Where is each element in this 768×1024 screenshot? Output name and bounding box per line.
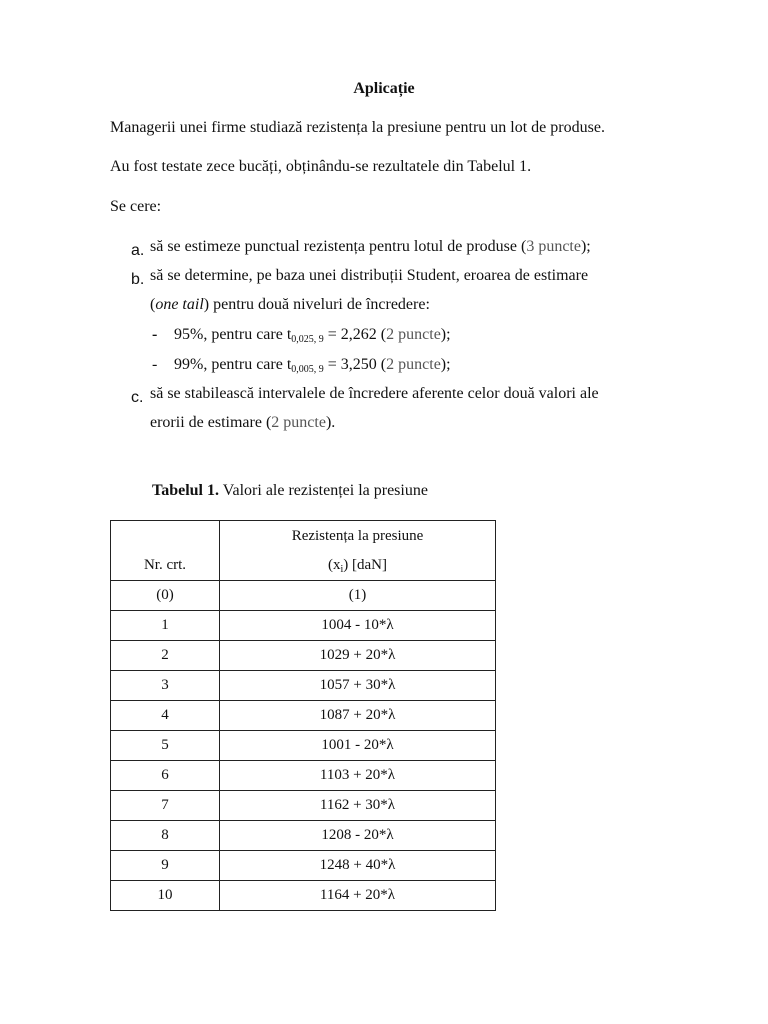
table-row xyxy=(111,851,496,881)
bullet-99-pre: 99%, pentru care t xyxy=(174,356,292,373)
table-row xyxy=(111,731,496,761)
item-b-open: ( xyxy=(150,296,156,313)
bullet-99-line xyxy=(174,356,451,374)
table-row xyxy=(111,641,496,671)
table-caption xyxy=(152,482,428,500)
intro-paragraph-2: Au fost testate zece bucăți, obținându-se rezultatele din Tabelul 1. xyxy=(110,158,532,175)
table-caption-text: Valori ale rezistenței la presiune xyxy=(219,482,428,499)
bullet-95-eq: = 2,262 ( xyxy=(323,326,387,343)
item-c-line-1: să se stabilească intervalele de încredere aferente celor două valori ale xyxy=(150,385,599,402)
bullet-99-subscript: 0,005, 9 xyxy=(291,364,324,375)
column-index-1: (1) xyxy=(220,581,496,611)
resistance-value-cell: 1004 - 10*λ xyxy=(220,611,496,641)
bullet-95-pre: 95%, pentru care t xyxy=(174,326,292,343)
requirements-heading: Se cere: xyxy=(110,198,162,215)
header-index-label: Nr. crt. xyxy=(143,556,187,573)
table-row xyxy=(111,791,496,821)
table-row xyxy=(111,821,496,851)
item-b-line-1: să se determine, pe baza unei distribuții Student, eroarea de estimare xyxy=(150,267,589,284)
item-c-line-2 xyxy=(150,414,335,432)
bullet-99-end: ); xyxy=(440,356,451,373)
bullet-dash-2: - xyxy=(152,356,158,373)
bullet-95-points: 2 puncte xyxy=(386,326,441,343)
header-unit-post: ) [daN] xyxy=(343,556,387,573)
resistance-value-cell: 1103 + 20*λ xyxy=(220,761,496,791)
resistance-value-cell: 1001 - 20*λ xyxy=(220,731,496,761)
header-unit-sub: i xyxy=(340,563,344,575)
row-number-cell: 3 xyxy=(111,671,220,701)
item-c-end: ). xyxy=(325,414,336,431)
item-a-text xyxy=(150,238,591,256)
table-header-row xyxy=(111,521,496,581)
header-value-label: Rezistența la presiune xyxy=(291,527,424,544)
table-row xyxy=(111,671,496,701)
column-index-0: (0) xyxy=(111,581,220,611)
row-number-cell: 1 xyxy=(111,611,220,641)
intro-paragraph-1: Managerii unei firme studiază rezistența la presiune pentru un lot de produse. xyxy=(110,119,605,136)
item-b-rest: ) pentru două niveluri de încredere: xyxy=(203,296,430,313)
row-number-cell: 10 xyxy=(111,881,220,911)
resistance-value-cell: 1029 + 20*λ xyxy=(220,641,496,671)
row-number-cell: 2 xyxy=(111,641,220,671)
row-number-cell: 4 xyxy=(111,701,220,731)
header-unit-pre: (x xyxy=(327,556,341,573)
row-number-cell: 7 xyxy=(111,791,220,821)
row-number-cell: 9 xyxy=(111,851,220,881)
item-a-points: 3 puncte xyxy=(526,238,581,255)
row-number-cell: 5 xyxy=(111,731,220,761)
table-row xyxy=(111,611,496,641)
header-value-unit xyxy=(220,551,495,580)
item-b-line-2 xyxy=(150,296,430,314)
header-index-cell xyxy=(111,521,220,581)
resistance-value-cell: 1087 + 20*λ xyxy=(220,701,496,731)
item-c-body: erorii de estimare ( xyxy=(150,414,272,431)
document-title: Aplicație xyxy=(353,80,415,97)
row-number-cell: 6 xyxy=(111,761,220,791)
bullet-99-points: 2 puncte xyxy=(386,356,441,373)
bullet-95-line xyxy=(174,326,451,344)
resistance-value-cell: 1208 - 20*λ xyxy=(220,821,496,851)
item-c-marker: c. xyxy=(131,389,144,406)
item-a-end: ); xyxy=(580,238,591,255)
item-c-points: 2 puncte xyxy=(271,414,326,431)
item-b-emphasis: one tail xyxy=(155,296,204,313)
item-a-body: să se estimeze punctual rezistența pentru lotul de produse ( xyxy=(150,238,527,255)
pressure-resistance-table xyxy=(110,520,496,911)
resistance-value-cell: 1162 + 30*λ xyxy=(220,791,496,821)
bullet-95-subscript: 0,025, 9 xyxy=(291,334,324,345)
resistance-value-cell: 1057 + 30*λ xyxy=(220,671,496,701)
bullet-95-end: ); xyxy=(440,326,451,343)
item-b-marker: b. xyxy=(131,271,145,288)
table-row xyxy=(111,761,496,791)
table-row xyxy=(111,701,496,731)
table-row xyxy=(111,881,496,911)
header-value-cell xyxy=(220,521,496,581)
bullet-dash-1: - xyxy=(152,326,158,343)
bullet-99-eq: = 3,250 ( xyxy=(323,356,387,373)
item-a-marker: a. xyxy=(131,242,145,259)
resistance-value-cell: 1248 + 40*λ xyxy=(220,851,496,881)
column-index-row xyxy=(111,581,496,611)
resistance-value-cell: 1164 + 20*λ xyxy=(220,881,496,911)
table-caption-label: Tabelul 1. xyxy=(152,482,219,499)
row-number-cell: 8 xyxy=(111,821,220,851)
